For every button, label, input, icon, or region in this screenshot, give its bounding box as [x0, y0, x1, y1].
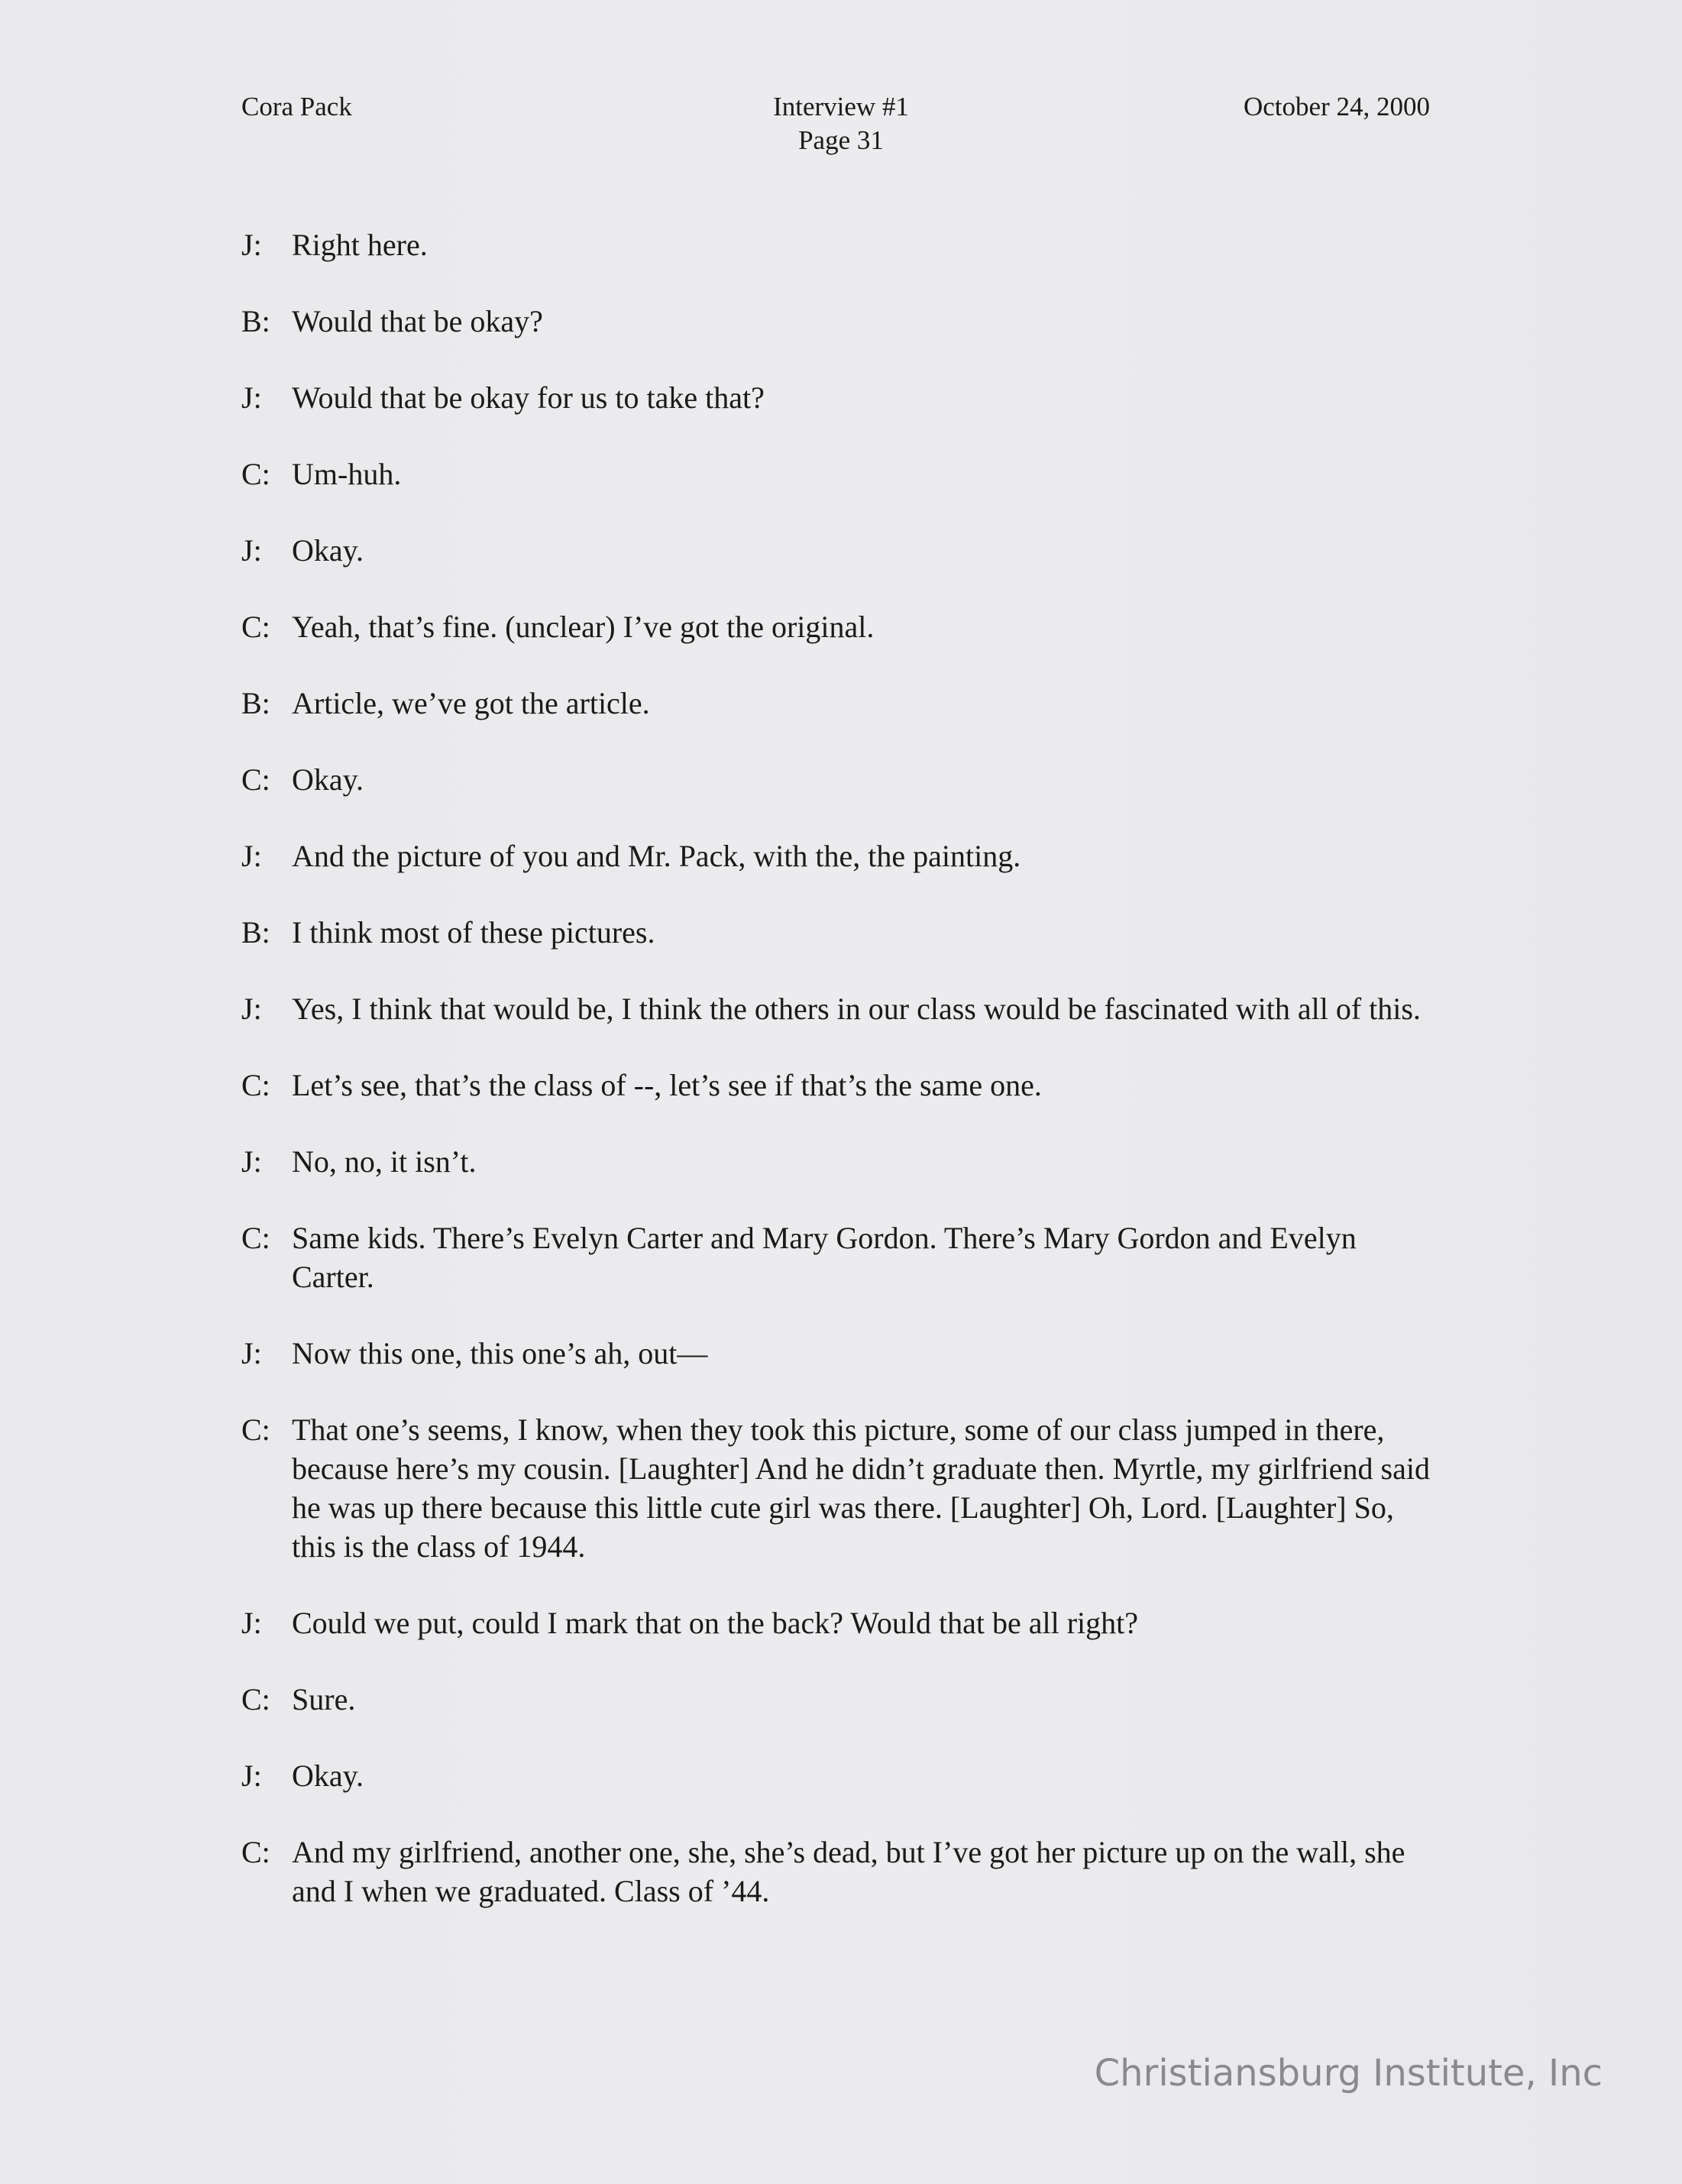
- transcript-turn: [241, 531, 1433, 570]
- transcript-turn: [241, 1334, 1433, 1373]
- utterance-text: Okay.: [292, 762, 364, 797]
- utterance-text: Um-huh.: [292, 457, 402, 491]
- utterance-text: Okay.: [292, 533, 364, 568]
- speaker-label: J:: [241, 839, 262, 873]
- speaker-label: J:: [241, 1606, 262, 1640]
- speaker-label: C:: [241, 1068, 270, 1102]
- speaker-label: C:: [241, 1682, 270, 1716]
- transcript-turn: [241, 836, 1433, 875]
- speaker-label: C:: [241, 1412, 270, 1447]
- transcript-turn: [241, 607, 1433, 646]
- header-interview-info: [765, 90, 917, 157]
- transcript-turn: [241, 1603, 1433, 1642]
- transcript-turn: [241, 455, 1433, 493]
- watermark-text: Christiansburg Institute, Inc: [1094, 2052, 1603, 2095]
- utterance-text: Let’s see, that’s the class of --, let’s see if that’s the same one.: [292, 1068, 1042, 1102]
- speaker-label: C:: [241, 457, 270, 491]
- utterance-text: And my girlfriend, another one, she, she’s dead, but I’ve got her picture up on the wall, she and I when we graduated. Class of ’44.: [292, 1835, 1405, 1908]
- utterance-text: That one’s seems, I know, when they took this picture, some of our class jumped in there, because here’s my cousin. [Laughter] And he didn’t graduate then. Myrtle, my girlfriend said he was up there because this little cute girl was there. [Laughter] Oh, Lord. [Laughter] So, this is the class of 1944.: [292, 1412, 1430, 1564]
- transcript-turn: [241, 1680, 1433, 1719]
- transcript-body: [241, 225, 1433, 1948]
- transcript-turn: [241, 378, 1433, 417]
- header-interview-number: Interview #1: [773, 92, 909, 121]
- utterance-text: Same kids. There’s Evelyn Carter and Mary Gordon. There’s Mary Gordon and Evelyn Carter.: [292, 1221, 1357, 1294]
- utterance-text: Sure.: [292, 1682, 356, 1716]
- header-interviewee: Cora Pack: [241, 92, 352, 121]
- speaker-label: J:: [241, 992, 262, 1026]
- utterance-text: Yes, I think that would be, I think the others in our class would be fascinated with all of this.: [292, 992, 1421, 1026]
- utterance-text: Could we put, could I mark that on the back? Would that be all right?: [292, 1606, 1138, 1640]
- utterance-text: Yeah, that’s fine. (unclear) I’ve got the original.: [292, 610, 875, 644]
- transcript-turn: [241, 989, 1433, 1028]
- transcript-turn: [241, 1410, 1433, 1566]
- speaker-label: B:: [241, 915, 270, 950]
- transcript-turn: [241, 302, 1433, 341]
- utterance-text: I think most of these pictures.: [292, 915, 655, 950]
- speaker-label: J:: [241, 1144, 262, 1179]
- utterance-text: Okay.: [292, 1759, 364, 1793]
- speaker-label: C:: [241, 1221, 270, 1255]
- utterance-text: Right here.: [292, 228, 428, 262]
- transcript-turn: [241, 913, 1433, 952]
- utterance-text: Would that be okay?: [292, 304, 543, 338]
- utterance-text: No, no, it isn’t.: [292, 1144, 477, 1179]
- speaker-label: C:: [241, 762, 270, 797]
- speaker-label: J:: [241, 1759, 262, 1793]
- utterance-text: Now this one, this one’s ah, out—: [292, 1336, 708, 1370]
- speaker-label: B:: [241, 686, 270, 720]
- transcript-turn: [241, 1218, 1433, 1296]
- speaker-label: C:: [241, 1835, 270, 1869]
- transcript-turn: [241, 1833, 1433, 1911]
- header-date: October 24, 2000: [1244, 92, 1430, 121]
- transcript-turn: [241, 684, 1433, 723]
- header-page-number: Page 31: [798, 125, 884, 155]
- speaker-label: J:: [241, 533, 262, 568]
- speaker-label: C:: [241, 610, 270, 644]
- transcript-turn: [241, 1066, 1433, 1105]
- utterance-text: And the picture of you and Mr. Pack, with the, the painting.: [292, 839, 1021, 873]
- speaker-label: J:: [241, 228, 262, 262]
- utterance-text: Would that be okay for us to take that?: [292, 380, 765, 415]
- speaker-label: B:: [241, 304, 270, 338]
- transcript-turn: [241, 1142, 1433, 1181]
- transcript-turn: [241, 225, 1433, 264]
- transcript-turn: [241, 1756, 1433, 1795]
- utterance-text: Article, we’ve got the article.: [292, 686, 650, 720]
- transcript-turn: [241, 760, 1433, 799]
- speaker-label: J:: [241, 1336, 262, 1370]
- speaker-label: J:: [241, 380, 262, 415]
